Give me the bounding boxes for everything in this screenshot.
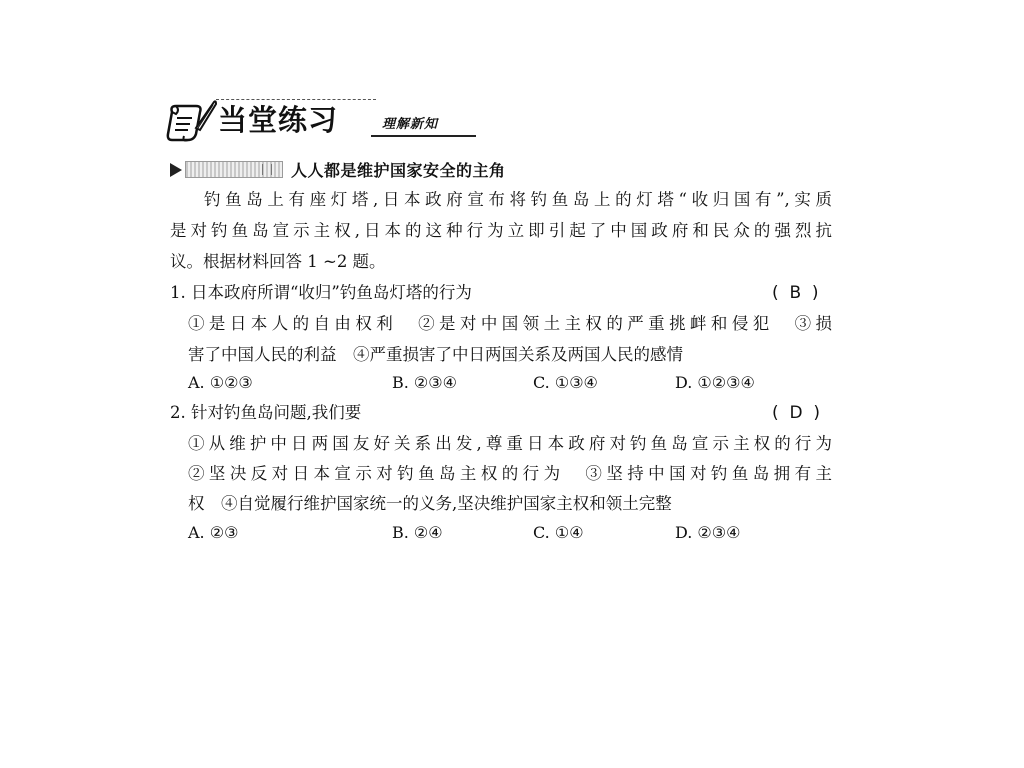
section-tag-box <box>185 161 283 178</box>
material-line: 议。根据材料回答 1 ~2 题。 <box>170 252 386 271</box>
option-d: D. ①②③④ <box>675 373 755 392</box>
material-line: 钓鱼岛上有座灯塔,日本政府宣布将钓鱼岛上的灯塔“收归国有”,实质 <box>204 190 832 209</box>
option-b: B. ②④ <box>392 523 443 542</box>
statement-line: ②坚决反对日本宣示对钓鱼岛主权的行为 ③坚持中国对钓鱼岛拥有主 <box>188 464 832 483</box>
option-a: A. ②③ <box>188 523 239 542</box>
statement-line: ①是日本人的自由权利 ②是对中国领土主权的严重挑衅和侵犯 ③损 <box>188 314 832 333</box>
answer-bracket: ( D ) <box>772 403 820 423</box>
banner-underline <box>371 135 476 137</box>
question-stem: 1. 日本政府所谓“收归”钓鱼岛灯塔的行为 <box>170 283 472 302</box>
banner-title: 当堂练习 <box>218 103 339 137</box>
section-title: 人人都是维护国家安全的主角 <box>291 161 506 180</box>
practice-banner <box>166 98 478 146</box>
statement-line: ①从维护中日两国友好关系出发,尊重日本政府对钓鱼岛宣示主权的行为 <box>188 434 832 453</box>
answer-bracket: ( B ) <box>772 283 819 303</box>
banner-subtitle: 理解新知 <box>382 117 439 132</box>
statement-line: 权 ④自觉履行维护国家统一的义务,坚决维护国家主权和领土完整 <box>188 494 672 513</box>
triangle-arrow-icon <box>170 163 182 177</box>
statement-line: 害了中国人民的利益 ④严重损害了中日两国关系及两国人民的感情 <box>188 345 683 364</box>
option-c: C. ①④ <box>533 523 584 542</box>
section-header <box>170 159 590 183</box>
question-stem: 2. 针对钓鱼岛问题,我们要 <box>170 403 362 422</box>
material-line: 是对钓鱼岛宣示主权,日本的这种行为立即引起了中国政府和民众的强烈抗 <box>170 221 832 240</box>
option-b: B. ②③④ <box>392 373 457 392</box>
scroll-quill-icon <box>166 98 218 146</box>
option-a: A. ①②③ <box>188 373 253 392</box>
option-d: D. ②③④ <box>675 523 741 542</box>
option-c: C. ①③④ <box>533 373 598 392</box>
